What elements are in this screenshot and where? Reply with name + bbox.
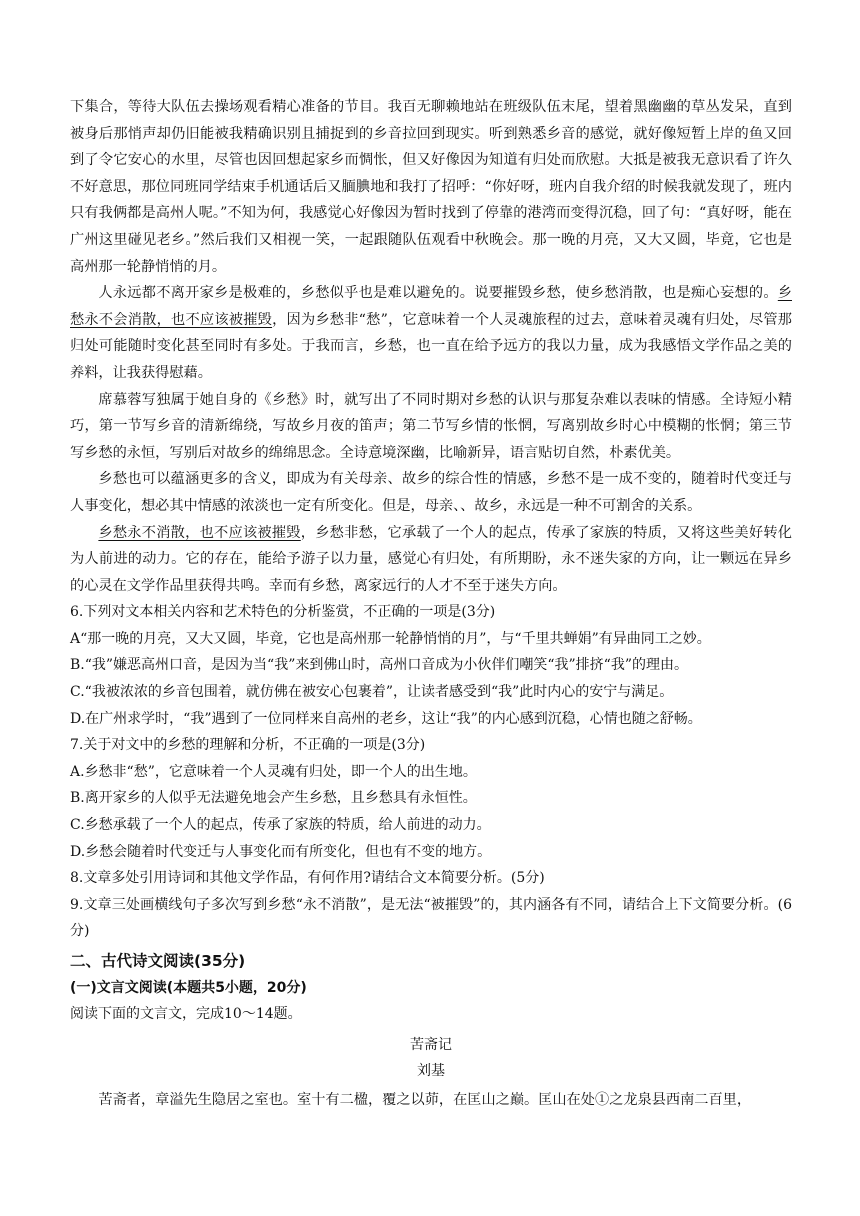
exam-page: [70, 94, 792, 1113]
paragraph-5-text: ，乡愁非愁，它承载了一个人的起点，传承了家族的特质，又将这些美好转化为人前进的动力。它的存在，能给予游子以力量，感觉心有归处，有所期盼，永不迷失家的方向，让一颗远在异乡的心灵在文学作品里获得共鸣。幸而有乡愁，离家远行的人才不至于迷失方向。: [70, 524, 792, 594]
question-7-option-d: D.乡愁会随着时代变迁与人事变化而有所变化，但也有不变的地方。: [70, 843, 492, 860]
question-6-option-c: C.“我被浓浓的乡音包围着，就仿佛在被安心包裹着”，让读者感受到“我”此时内心的安宁与满足。: [70, 684, 674, 701]
classical-text-title: 苦斋记: [410, 1036, 452, 1053]
passage-paragraph-4: 乡愁也可以蕴涵更多的含义，即成为有关母亲、故乡的综合性的情感，乡愁不是一成不变的，随着时代变迁与人事变化，想必其中情感的浓淡也一定有所变化。但是，母亲、、故乡，永远是一种不可割舍的关系。: [70, 471, 792, 514]
passage-paragraph-3: 席慕蓉写独属于她自身的《乡愁》时，就写出了不同时期对乡愁的认识与那复杂难以表味的情感。全诗短小精巧，第一节写乡音的清新绵绕，写故乡月夜的笛声；第二节写乡情的怅惘，写离别故乡时心中模糊的怅惘；第三节写乡愁的永恒，写别后对故乡的绵绵思念。全诗意境深幽，比喻新异，语言贴切自然，朴素优美。: [70, 391, 792, 461]
question-7: 7.关于对文中的乡愁的理解和分析，不正确的一项是(3分): [70, 737, 426, 754]
subsection-heading: (一)文言文阅读(本题共5小题，20分): [70, 980, 307, 996]
classical-text-first-line: 苦斋者，章溢先生隐居之室也。室十有二楹，覆之以茆，在匡山之巅。匡山在处①之龙泉县西南二百里，: [98, 1091, 752, 1108]
question-8: 8.文章多处引用诗词和其他文学作品，有何作用?请结合文本简要分析。(5分): [70, 870, 545, 887]
question-9: 9.文章三处画横线句子多次写到乡愁“永不消散”，是无法“被摧毁”的，其内涵各有不同，请结合上下文简要分析。(6分): [70, 896, 792, 940]
question-7-option-b: B.离开家乡的人似乎无法避免地会产生乡愁，且乡愁具有永恒性。: [70, 790, 477, 807]
question-6: 6.下列对文本相关内容和艺术特色的分析鉴赏，不正确的一项是(3分): [70, 604, 496, 621]
underlined-sentence-3: 乡愁永不消散，也不应该被摧毁: [98, 524, 301, 541]
question-6-option-d: D.在广州求学时，“我”遇到了一位同样来自高州的老乡，这让“我”的内心感到沉稳，心情也随之舒畅。: [70, 710, 702, 727]
passage-paragraph-2: [70, 280, 792, 386]
reading-instruction: 阅读下面的文言文，完成10～14题。: [70, 1006, 302, 1022]
question-7-option-c: C.乡愁承载了一个人的起点，传承了家族的特质，给人前进的动力。: [70, 817, 491, 834]
paragraph-2-text-rest: ，因为乡愁非“愁”，它意味着一个人灵魂旅程的过去，意味着灵魂有归处，尽管那归处可能随时变化甚至同时有多处。于我而言，乡愁，也一直在给予远方的我以力量，成为我感悟文学作品之美的养料，让我获得慰藉。: [70, 311, 792, 381]
question-6-option-b: B.“我”嫌恶高州口音，是因为当“我”来到佛山时，高州口音成为小伙伴们嘲笑“我”排挤“我”的理由。: [70, 657, 688, 674]
underlined-sentence-1: 乡愁永不会消散，也不应该被摧毁: [70, 285, 792, 328]
passage-paragraph-1: 下集合，等待大队伍去操场观看精心准备的节目。我百无聊赖地站在班级队伍末尾，望着黑幽幽的草丛发呆，直到被身后那悄声却仍旧能被我精确识别且捕捉到的乡音拉回到现实。听到熟悉乡音的感觉，就好像短暂上岸的鱼又回到了令它安心的水里，尽管也因回想起家乡而惆怅，但又好像因为知道有归处而欣慰。大抵是被我无意识看了许久不好意思，那位同班同学结束手机通话后又腼腆地和我打了招呼：“你好呀，班内自我介绍的时候我就发现了，班内只有我俩都是高州人呢。”不知为何，我感觉心好像因为暂时找到了停靠的港湾而变得沉稳，回了句：“真好呀，能在广州这里碰见老乡。”然后我们又相视一笑，一起跟随队伍观看中秋晚会。那一晚的月亮，又大又圆，毕竟，它也是高州那一轮静悄悄的月。: [70, 99, 792, 275]
question-6-option-a: A“那一晚的月亮，又大又圆，毕竟，它也是高州那一轮静悄悄的月”，与“千里共蝉娟”有异曲同工之妙。: [70, 630, 711, 647]
section-heading: 二、古代诗文阅读(35分): [70, 952, 246, 970]
question-7-option-a: A.乡愁非“愁”，它意味着一个人灵魂有归处，即一个人的出生地。: [70, 763, 477, 780]
classical-text-author: 刘基: [417, 1063, 445, 1080]
passage-paragraph-5: [70, 520, 792, 600]
paragraph-2-text: 人永远都不离开家乡是极难的，乡愁似乎也是难以避免的。说要摧毁乡愁，使乡愁消散，也是痴心妄想的。: [98, 285, 778, 302]
